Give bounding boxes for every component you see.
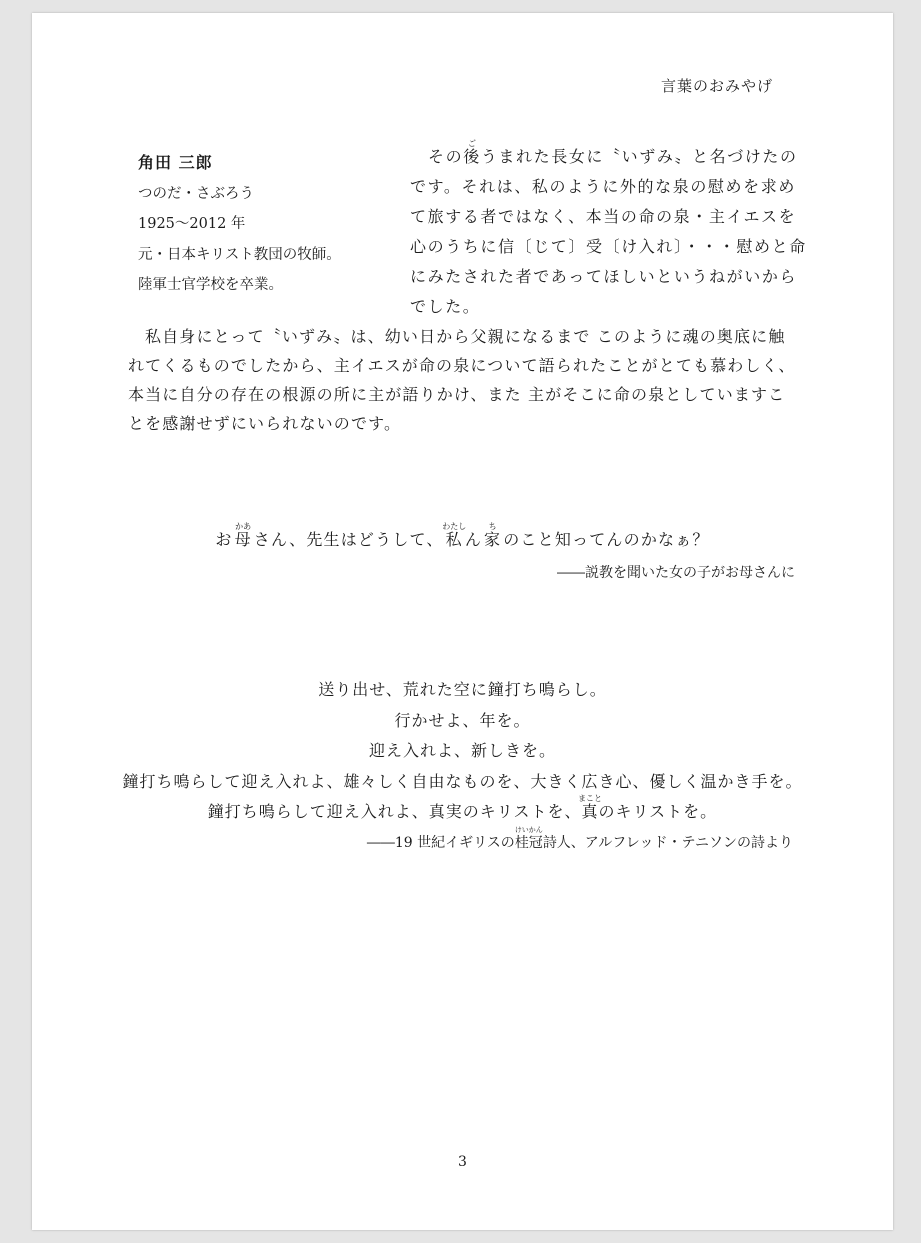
essay-line: にみたされた者であってほしいというねがいから bbox=[410, 267, 798, 286]
ruby-group bbox=[463, 139, 481, 172]
essay-line: 心のうちに信〔じて〕受〔け入れ〕・・・慰めと命 bbox=[410, 237, 807, 256]
text-segment: さん、先生はどうして、 bbox=[253, 530, 444, 549]
essay-line bbox=[410, 139, 807, 172]
author-years: 1925〜2012 年 bbox=[138, 216, 246, 232]
author-name-reading: つのだ・さぶろう bbox=[138, 185, 254, 202]
poem-attribution bbox=[366, 826, 793, 853]
ruby-base: 母 bbox=[234, 530, 252, 549]
ruby-group bbox=[484, 522, 502, 555]
ruby-annotation: ち bbox=[488, 522, 497, 531]
author-career: 元・日本キリスト教団の牧師。 bbox=[138, 246, 341, 263]
essay-line: です。それは、私のように外的な泉の慰めを求め bbox=[410, 177, 796, 196]
text-segment: ん bbox=[464, 530, 483, 549]
quote-attribution: ――説教を聞いた女の子がお母さんに bbox=[557, 565, 795, 581]
ruby-base: 後 bbox=[463, 147, 481, 166]
paragraph-line: とを感謝せずにいられないのです。 bbox=[128, 414, 402, 433]
ruby-annotation: ご bbox=[468, 139, 476, 148]
ruby-group bbox=[577, 794, 602, 828]
author-name: 角田 三郎 bbox=[138, 153, 213, 172]
ruby-base: 桂冠 bbox=[514, 835, 543, 851]
text-segment: お bbox=[215, 530, 233, 549]
ruby-annotation: まこと bbox=[577, 794, 602, 803]
poem-line bbox=[32, 794, 893, 828]
ruby-annotation: かあ bbox=[235, 522, 252, 531]
ruby-base: 家 bbox=[484, 530, 502, 549]
page-number: 3 bbox=[458, 1154, 467, 1170]
child-quote bbox=[32, 522, 893, 555]
ruby-group bbox=[514, 826, 543, 853]
text-segment: のキリストを。 bbox=[598, 802, 718, 821]
essay-line: て旅する者ではなく、本当の命の泉・主イエスを bbox=[410, 207, 797, 226]
text-segment: のこと知ってんのかなぁ？ bbox=[503, 530, 710, 549]
paragraph-line: れてくるものでしたから、主イエスが命の泉について語られたことがとても慕わしく、 bbox=[128, 356, 796, 375]
essay-column bbox=[410, 139, 807, 322]
essay-line: でした。 bbox=[410, 297, 481, 316]
author-profile bbox=[138, 148, 341, 301]
ruby-base: 私 bbox=[445, 530, 463, 549]
poem-line: 迎え入れよ、新しきを。 bbox=[368, 741, 556, 760]
running-header-title: 言葉のおみやげ bbox=[660, 77, 773, 95]
text-segment: その bbox=[428, 147, 464, 166]
poem-line: 送り出せ、荒れた空に鐘打ち鳴らし。 bbox=[318, 680, 607, 699]
text-segment: ――19 世紀イギリスの bbox=[366, 835, 515, 851]
text-segment: 詩人、アルフレッド・テニソンの詩より bbox=[542, 835, 793, 851]
document-page bbox=[32, 13, 893, 1230]
quote-line bbox=[32, 522, 893, 555]
text-segment: 鐘打ち鳴らして迎え入れよ、真実のキリストを、 bbox=[207, 802, 582, 821]
ruby-group bbox=[234, 522, 252, 555]
ruby-annotation: けいかん bbox=[514, 826, 543, 834]
paragraph-line: 本当に自分の存在の根源の所に主が語りかけ、また 主がそこに命の泉としていますこ bbox=[128, 385, 786, 404]
poem-line: 鐘打ち鳴らして迎え入れよ、雄々しく自由なものを、大きく広き心、優しく温かき手を。 bbox=[122, 771, 803, 791]
poem bbox=[32, 675, 893, 828]
author-education: 陸軍士官学校を卒業。 bbox=[138, 277, 283, 293]
ruby-annotation: わたし bbox=[442, 522, 467, 531]
text-segment: うまれた長女に〝いずみ〟と名づけたの bbox=[480, 147, 798, 166]
essay-paragraph bbox=[128, 322, 796, 438]
poem-line: 行かせよ、年を。 bbox=[394, 710, 531, 730]
ruby-group bbox=[442, 522, 467, 555]
ruby-base: 真 bbox=[581, 802, 599, 821]
paragraph-line: 私自身にとって〝いずみ〟は、幼い日から父親になるまで このように魂の奥底に触 bbox=[145, 327, 786, 346]
